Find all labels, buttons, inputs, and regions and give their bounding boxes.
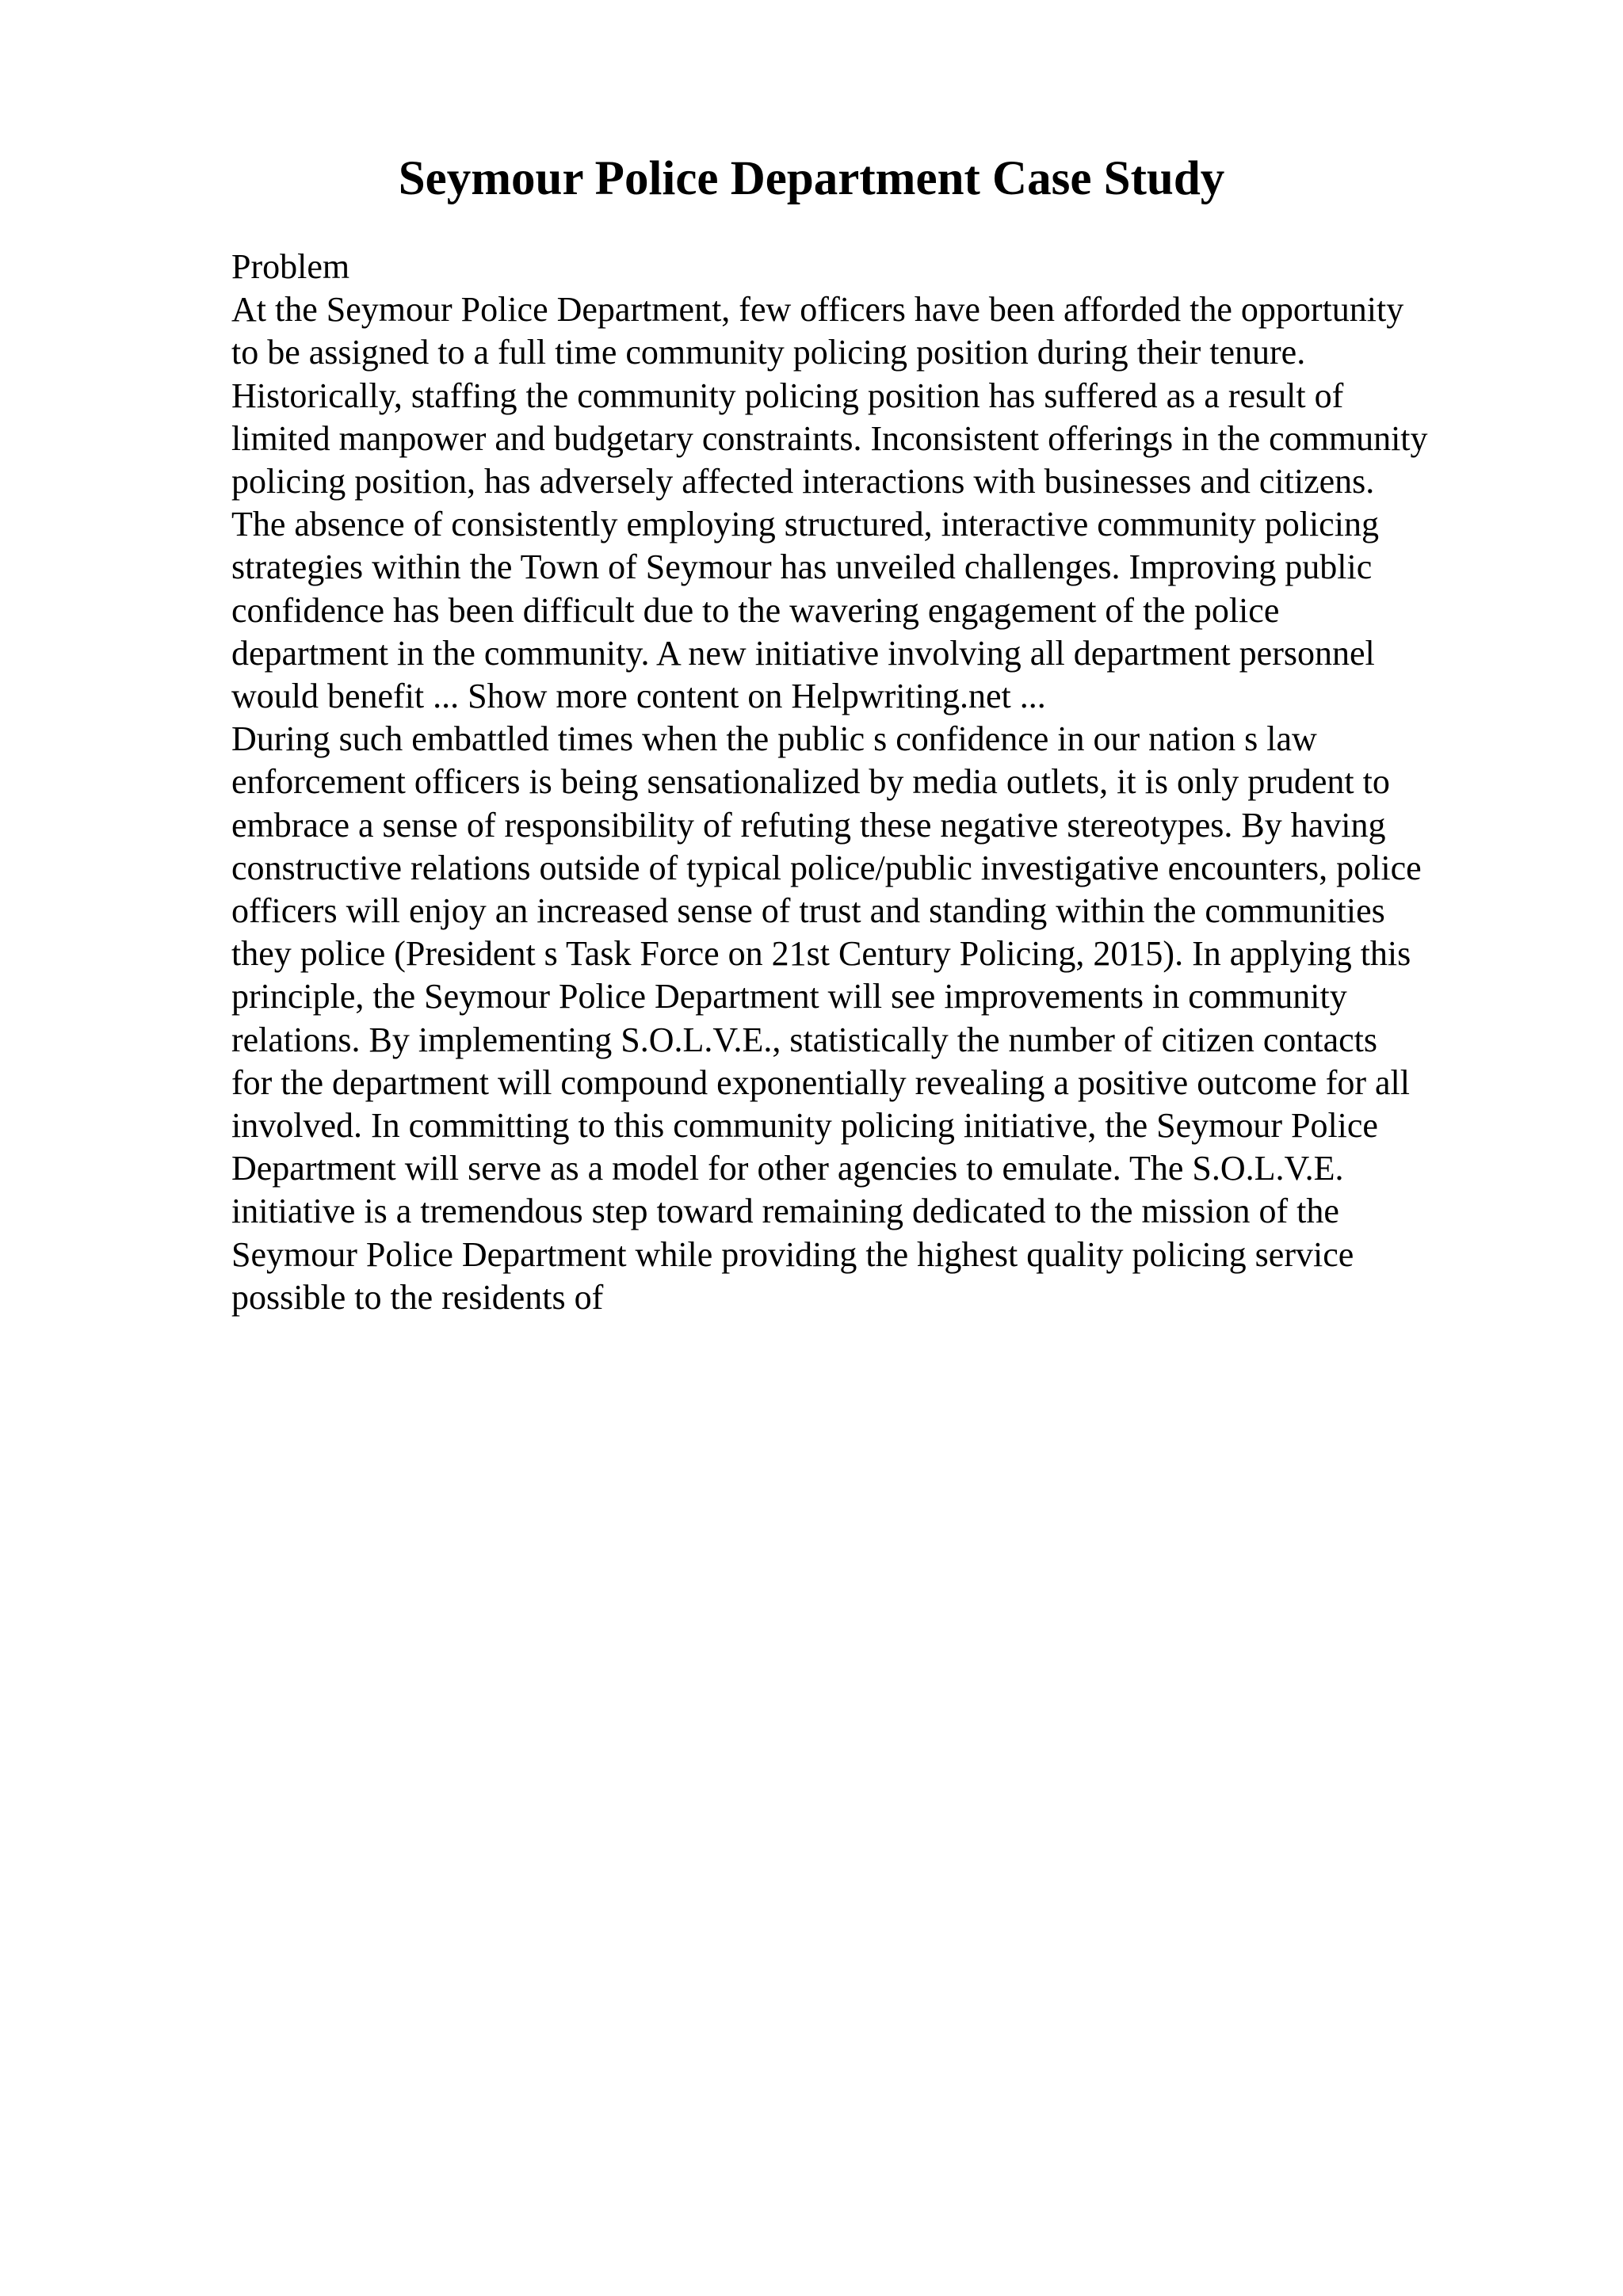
text-line: for the department will compound exponentially revealing a positive outcome for all: [231, 1062, 1410, 1102]
text-line: possible to the residents of: [231, 1277, 604, 1317]
text-line: Department will serve as a model for other agencies to emulate. The S.O.L.V.E.: [231, 1149, 1344, 1188]
text-line: At the Seymour Police Department, few officers have been afforded the opportunity: [231, 290, 1404, 330]
text-line: limited manpower and budgetary constraints. Inconsistent offerings in the community: [231, 418, 1428, 458]
text-line: Historically, staffing the community policing position has suffered as a result of: [231, 376, 1344, 415]
text-line: strategies within the Town of Seymour has unveiled challenges. Improving public: [231, 547, 1373, 587]
text-line: principle, the Seymour Police Department will see improvements in community: [231, 977, 1347, 1016]
text-line: officers will enjoy an increased sense of trust and standing within the communities: [231, 891, 1385, 931]
text-line: policing position, has adversely affected interactions with businesses and citizens.: [231, 462, 1375, 502]
text-line: department in the community. A new initiative involving all department personnel: [231, 633, 1375, 673]
text-line: The absence of consistently employing structured, interactive community policing: [231, 505, 1379, 544]
text-line: constructive relations outside of typical police/public investigative encounters, police: [231, 848, 1422, 887]
text-line: would benefit ... Show more content on Helpwriting.net ...: [231, 677, 1046, 716]
text-line: to be assigned to a full time community policing position during their tenure.: [231, 333, 1306, 372]
document-title: Seymour Police Department Case Study: [398, 152, 1225, 205]
text-line: initiative is a tremendous step toward remaining dedicated to the mission of the: [231, 1192, 1339, 1231]
document-body: [231, 246, 1515, 1319]
text-line: embrace a sense of responsibility of refuting these negative stereotypes. By having: [231, 805, 1386, 845]
text-line: Seymour Police Department while providing the highest quality policing service: [231, 1234, 1354, 1274]
text-line: enforcement officers is being sensationalized by media outlets, it is only prudent to: [231, 762, 1390, 802]
text-line: confidence has been difficult due to the wavering engagement of the police: [231, 590, 1280, 630]
text-line: they police (President s Task Force on 21st Century Policing, 2015). In applying this: [231, 934, 1411, 974]
text-line: involved. In committing to this community policing initiative, the Seymour Police: [231, 1106, 1378, 1146]
text-line: relations. By implementing S.O.L.V.E., statistically the number of citizen contacts: [231, 1020, 1378, 1059]
text-line: Problem: [231, 247, 350, 286]
text-line: During such embattled times when the public s confidence in our nation s law: [231, 719, 1317, 759]
